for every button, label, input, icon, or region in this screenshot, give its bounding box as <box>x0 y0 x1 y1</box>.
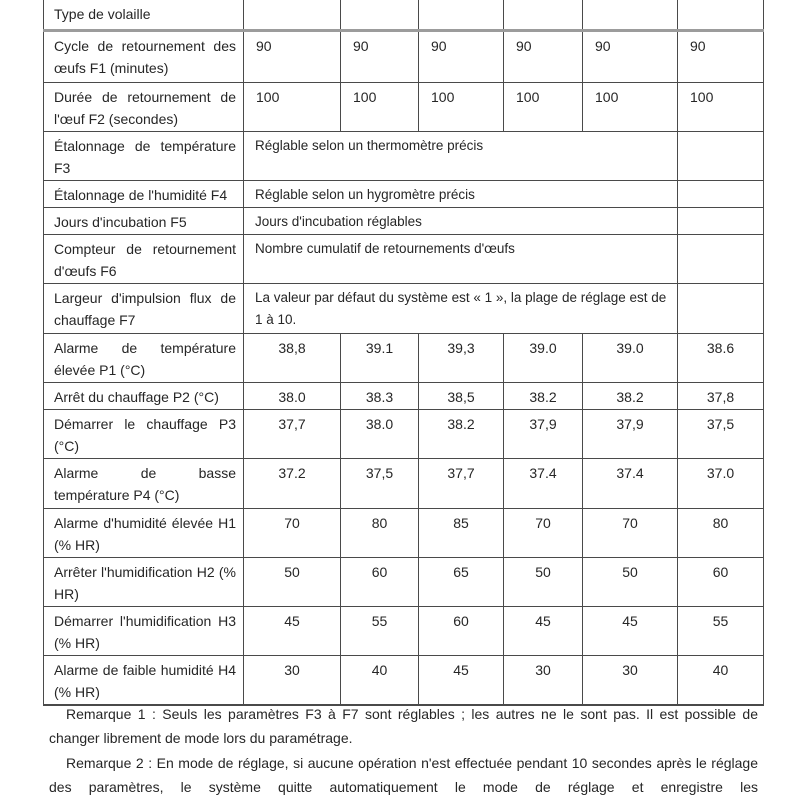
param-value-cell: 37.2 <box>244 459 341 509</box>
param-value-cell: 37,5 <box>678 410 764 459</box>
param-value-cell: 85 <box>419 509 504 558</box>
empty-cell <box>419 0 504 31</box>
empty-cell <box>341 0 419 31</box>
param-label-cell: Compteur de retournement d'œufs F6 <box>44 235 244 284</box>
param-value-cell: 100 <box>678 83 764 132</box>
param-label-cell: Alarme de basse température P4 (°C) <box>44 459 244 509</box>
param-value-cell: 60 <box>341 558 419 607</box>
table-row-f6 <box>44 235 764 284</box>
param-value-cell: 39.0 <box>504 334 583 383</box>
table-row-h4 <box>44 656 764 706</box>
param-value-cell: 45 <box>244 607 341 656</box>
param-label-cell: Arrêt du chauffage P2 (°C) <box>44 383 244 410</box>
param-value-cell: 45 <box>419 656 504 706</box>
empty-cell <box>504 0 583 31</box>
param-value-cell: 38.0 <box>244 383 341 410</box>
empty-cell <box>678 235 764 284</box>
table-row-p2 <box>44 383 764 410</box>
table-row-f2 <box>44 83 764 132</box>
param-value-cell: 38.6 <box>678 334 764 383</box>
table-row-f4 <box>44 181 764 208</box>
param-value-cell: 90 <box>341 31 419 83</box>
param-value-cell: 38.2 <box>504 383 583 410</box>
param-value-cell: 30 <box>244 656 341 706</box>
param-value-cell: 80 <box>678 509 764 558</box>
param-value-cell: 70 <box>244 509 341 558</box>
param-value-cell: 39.0 <box>583 334 678 383</box>
remark-2: Remarque 2 : En mode de réglage, si aucune opération n'est effectuée pendant 10 secondes après le réglage des paramètres, le système quitte automatiquement le mode de réglage et enregistre les <box>49 754 758 796</box>
param-value-cell: 60 <box>419 607 504 656</box>
param-label-cell: Cycle de retournement des œufs F1 (minutes) <box>44 31 244 83</box>
param-value-cell: 90 <box>504 31 583 83</box>
param-value-cell: 100 <box>244 83 341 132</box>
param-label-cell: Démarrer l'humidification H3 (% HR) <box>44 607 244 656</box>
param-description-cell: Jours d'incubation réglables <box>244 208 678 235</box>
param-value-cell: 100 <box>419 83 504 132</box>
param-value-cell: 37.4 <box>583 459 678 509</box>
param-value-cell: 38,8 <box>244 334 341 383</box>
param-label-cell: Alarme de faible humidité H4 (% HR) <box>44 656 244 706</box>
param-value-cell: 30 <box>583 656 678 706</box>
param-label-cell: Alarme de température élevée P1 (°C) <box>44 334 244 383</box>
param-value-cell: 45 <box>504 607 583 656</box>
param-value-cell: 39,3 <box>419 334 504 383</box>
param-label-cell: Jours d'incubation F5 <box>44 208 244 235</box>
param-value-cell: 50 <box>583 558 678 607</box>
param-value-cell: 70 <box>583 509 678 558</box>
poultry-type-label-cell: Type de volaille <box>44 0 244 31</box>
param-value-cell: 50 <box>244 558 341 607</box>
param-value-cell: 37.4 <box>504 459 583 509</box>
empty-cell <box>678 0 764 31</box>
param-value-cell: 39.1 <box>341 334 419 383</box>
table-row-h3 <box>44 607 764 656</box>
param-value-cell: 38.3 <box>341 383 419 410</box>
param-description-cell: Nombre cumulatif de retournements d'œufs <box>244 235 678 284</box>
param-value-cell: 37,9 <box>583 410 678 459</box>
param-label-cell: Étalonnage de température F3 <box>44 132 244 181</box>
table-row-poultry-type <box>44 0 764 31</box>
param-value-cell: 45 <box>583 607 678 656</box>
empty-cell <box>678 208 764 235</box>
param-value-cell: 100 <box>341 83 419 132</box>
param-description-cell: Réglable selon un thermomètre précis <box>244 132 678 181</box>
param-label-cell: Arrêter l'humidification H2 (% HR) <box>44 558 244 607</box>
table-row-f1 <box>44 31 764 83</box>
table-row-p3 <box>44 410 764 459</box>
param-value-cell: 40 <box>678 656 764 706</box>
table-row-f5 <box>44 208 764 235</box>
table-row-f3 <box>44 132 764 181</box>
param-value-cell: 55 <box>341 607 419 656</box>
param-value-cell: 37,8 <box>678 383 764 410</box>
remark-1: Remarque 1 : Seuls les paramètres F3 à F7 sont réglables ; les autres ne le sont pas. Il est possible de changer librement de mode lors du paramétrage. <box>49 706 758 747</box>
table-row-p1 <box>44 334 764 383</box>
param-value-cell: 100 <box>583 83 678 132</box>
param-value-cell: 60 <box>678 558 764 607</box>
param-value-cell: 37,7 <box>244 410 341 459</box>
param-value-cell: 50 <box>504 558 583 607</box>
table-row-f7 <box>44 284 764 334</box>
param-value-cell: 55 <box>678 607 764 656</box>
param-value-cell: 90 <box>244 31 341 83</box>
table-row-h2 <box>44 558 764 607</box>
param-value-cell: 37,9 <box>504 410 583 459</box>
param-value-cell: 80 <box>341 509 419 558</box>
table-row-p4 <box>44 459 764 509</box>
empty-cell <box>678 132 764 181</box>
param-value-cell: 65 <box>419 558 504 607</box>
table-row-h1 <box>44 509 764 558</box>
param-value-cell: 38.2 <box>583 383 678 410</box>
param-value-cell: 37.0 <box>678 459 764 509</box>
param-description-cell: La valeur par défaut du système est « 1 », la plage de réglage est de 1 à 10. <box>244 284 678 334</box>
notes-section <box>49 702 758 800</box>
param-label-cell: Alarme d'humidité élevée H1 (% HR) <box>44 509 244 558</box>
empty-cell <box>583 0 678 31</box>
param-label-cell: Durée de retournement de l'œuf F2 (secondes) <box>44 83 244 132</box>
param-value-cell: 90 <box>678 31 764 83</box>
param-value-cell: 38.0 <box>341 410 419 459</box>
param-value-cell: 38,5 <box>419 383 504 410</box>
param-description-cell: Réglable selon un hygromètre précis <box>244 181 678 208</box>
param-value-cell: 70 <box>504 509 583 558</box>
param-label-cell: Démarrer le chauffage P3 (°C) <box>44 410 244 459</box>
empty-cell <box>678 181 764 208</box>
param-label-cell: Étalonnage de l'humidité F4 <box>44 181 244 208</box>
empty-cell <box>678 284 764 334</box>
param-value-cell: 100 <box>504 83 583 132</box>
param-value-cell: 90 <box>583 31 678 83</box>
param-value-cell: 37,7 <box>419 459 504 509</box>
param-value-cell: 90 <box>419 31 504 83</box>
param-label-cell: Largeur d'impulsion flux de chauffage F7 <box>44 284 244 334</box>
empty-cell <box>244 0 341 31</box>
param-value-cell: 40 <box>341 656 419 706</box>
param-value-cell: 38.2 <box>419 410 504 459</box>
incubator-parameters-table <box>43 0 764 706</box>
param-value-cell: 30 <box>504 656 583 706</box>
param-value-cell: 37,5 <box>341 459 419 509</box>
